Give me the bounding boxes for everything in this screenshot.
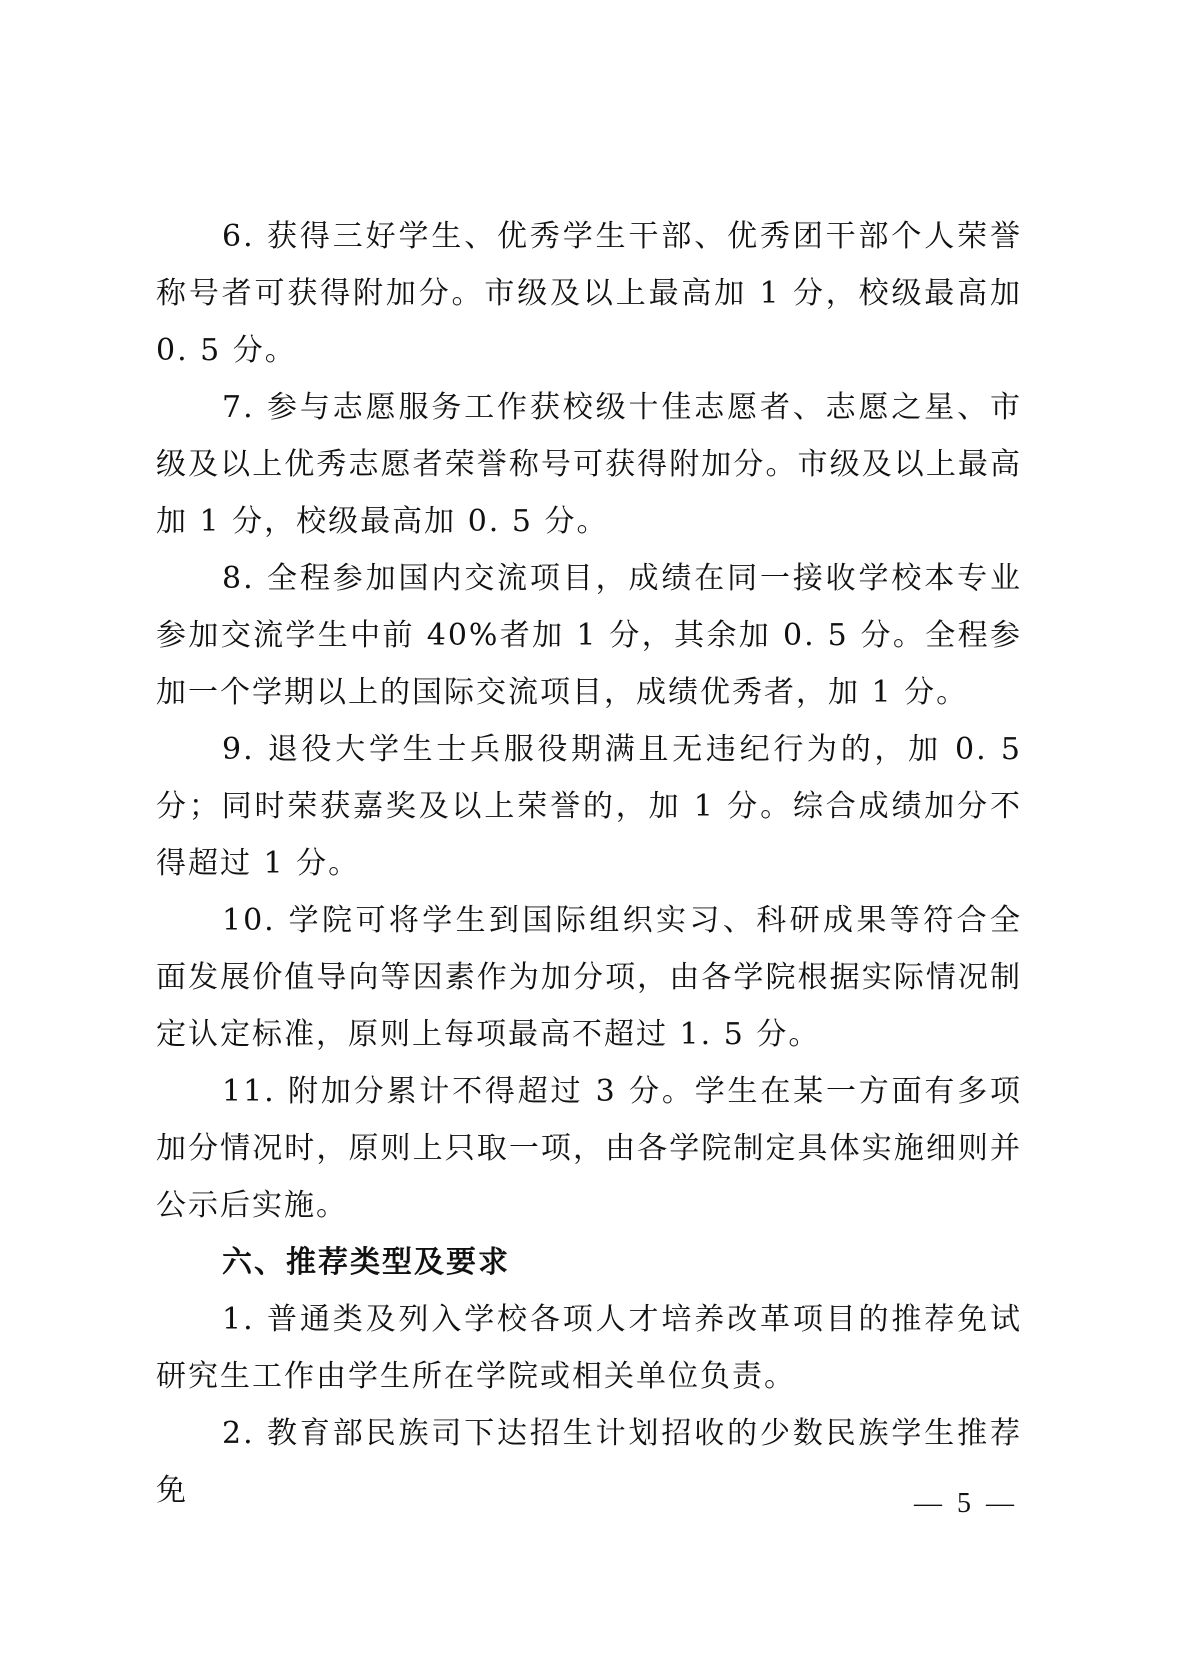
page-number: — 5 — <box>914 1488 1018 1519</box>
section-heading: 六、推荐类型及要求 <box>222 1245 510 1280</box>
paragraph-item-6: 6. 获得三好学生、优秀学生干部、优秀团干部个人荣誉称号者可获得附加分。市级及以上最高加 1 分，校级最高加 0. 5 分。 <box>156 219 1022 368</box>
section-paragraph-2: 2. 教育部民族司下达招生计划招收的少数民族学生推荐免 <box>156 1416 1022 1508</box>
paragraph-item-10: 10. 学院可将学生到国际组织实习、科研成果等符合全面发展价值导向等因素作为加分项，由各学院根据实际情况制定认定标准，原则上每项最高不超过 1. 5 分。 <box>156 903 1022 1052</box>
section-paragraph-1: 1. 普通类及列入学校各项人才培养改革项目的推荐免试研究生工作由学生所在学院或相关单位负责。 <box>156 1302 1022 1394</box>
document-body <box>156 208 1022 1519</box>
paragraph-item-8: 8. 全程参加国内交流项目，成绩在同一接收学校本专业参加交流学生中前 40%者加 1 分，其余加 0. 5 分。全程参加一个学期以上的国际交流项目，成绩优秀者，加 1 分。 <box>156 561 1022 710</box>
paragraph-item-7: 7. 参与志愿服务工作获校级十佳志愿者、志愿之星、市级及以上优秀志愿者荣誉称号可获得附加分。市级及以上最高加 1 分，校级最高加 0. 5 分。 <box>156 390 1022 539</box>
paragraph-item-9: 9. 退役大学生士兵服役期满且无违纪行为的，加 0. 5 分；同时荣获嘉奖及以上荣誉的，加 1 分。综合成绩加分不得超过 1 分。 <box>156 732 1022 881</box>
paragraph-item-11: 11. 附加分累计不得超过 3 分。学生在某一方面有多项加分情况时，原则上只取一项，由各学院制定具体实施细则并公示后实施。 <box>156 1074 1022 1223</box>
